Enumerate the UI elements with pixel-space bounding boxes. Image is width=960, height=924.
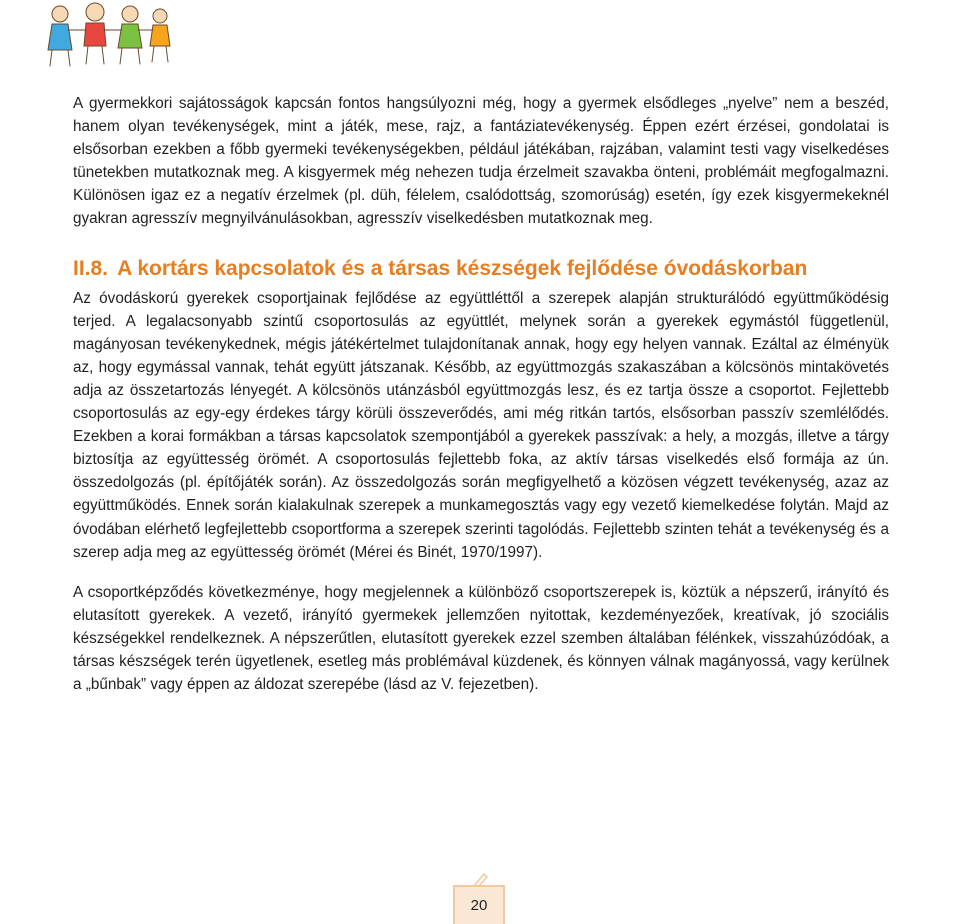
body-paragraph: Az óvodáskorú gyerekek csoportjainak fejlődése az együttléttől a szerepek alapján strukturálódó együttműködésig terjed. A legalacsonyabb szintű csoportosulás az együttlét, melynek során a gyerekek egymástól függetlenül, magányosan tevékenykednek, mégis játékértelmet tulajdonítanak annak, hogy egy helyen vannak. Ezáltal az élményük az, hogy egymással vannak, tehát együtt játszanak. Később, az együttmozgás szakaszában a kölcsönös mintakövetés adja az összetartozás lényegét. A kölcsönös utánzásból együttmozgás lesz, és ez tartja össze a csoportot. Fejlettebb csoportosulás az egy-egy érdekes tárgy körüli összeverődés, ami még ritkán tartós, elsősorban passzív szemlélődés. Ezekben a korai formákban a társas kapcsolatok szempontjából a gyerekek passzívak: a hely, a mozgás, illetve a tárgy biztosítja az együttesség örömét. A csoportosulás fejlettebb foka, az aktív társas viselkedés első formája az ún. összedolgozás (pl. építőjáték során). Az összedolgozás során megfigyelhető a közösen végzett tevékenység, azaz az együttműködés. Ennek során kialakulnak szerepek a munkamegosztás vagy egy vezető kiemelkedése folytán. Majd az óvodában elérhető legfejlettebb csoportforma a szerepek szerinti tagolódás. Fejlettebb szinten tehát a tevékenység és a szerep adja meg az együttesség örömét (Mérei és Binét, 1970/1997). <box>73 289 889 561</box>
children-logo-icon <box>40 0 175 70</box>
section-number: II.8. <box>73 256 109 280</box>
section-heading <box>73 255 889 283</box>
page-number-box <box>453 885 505 924</box>
page-number: 20 <box>470 897 488 914</box>
body-paragraph: A gyermekkori sajátosságok kapcsán fontos hangsúlyozni még, hogy a gyermek elsődleges „nyelve” nem a beszéd, hanem olyan tevékenységek, mint a játék, mese, rajz, a fantáziatevékenység. Éppen ezért érzései, gondolatai is elsősorban ezekben a főbb gyermeki tevékenységekben, például játékában, rajzában, valamint testi vagy viselkedéses tünetekben mutatkoznak meg. A kisgyermek még nehezen tudja érzelmeit szavakba önteni, problémáit megfogalmazni. Különösen igaz ez a negatív érzelmek (pl. düh, félelem, csalódottság, szomorúság) esetén, így ezek kisgyermekeknél gyakran agresszív megnyilvánulásokban, agresszív viselkedésben mutatkoznak meg. <box>73 95 889 228</box>
body-paragraph: A csoportképződés következménye, hogy megjelennek a különböző csoportszerepek is, köztük a népszerű, irányító és elutasított gyerekek. A vezető, irányító gyermekek jellemzően nyitottak, kezdeményezőek, kreatívak, jó szociális készségekkel rendelkeznek. A népszerűtlen, elutasított gyerekek ezzel szemben általában félénkek, visszahúzódóak, a társas készségek terén ügyetlenek, esetleg más problémával küzdenek, és könnyen válnak magányossá, vagy kerülnek a „bűnbak” vagy éppen az áldozat szerepébe (lásd az V. fejezetben). <box>73 583 889 694</box>
page-content <box>73 92 889 696</box>
section-title: A kortárs kapcsolatok és a társas készségek fejlődése óvodáskorban <box>117 256 808 280</box>
